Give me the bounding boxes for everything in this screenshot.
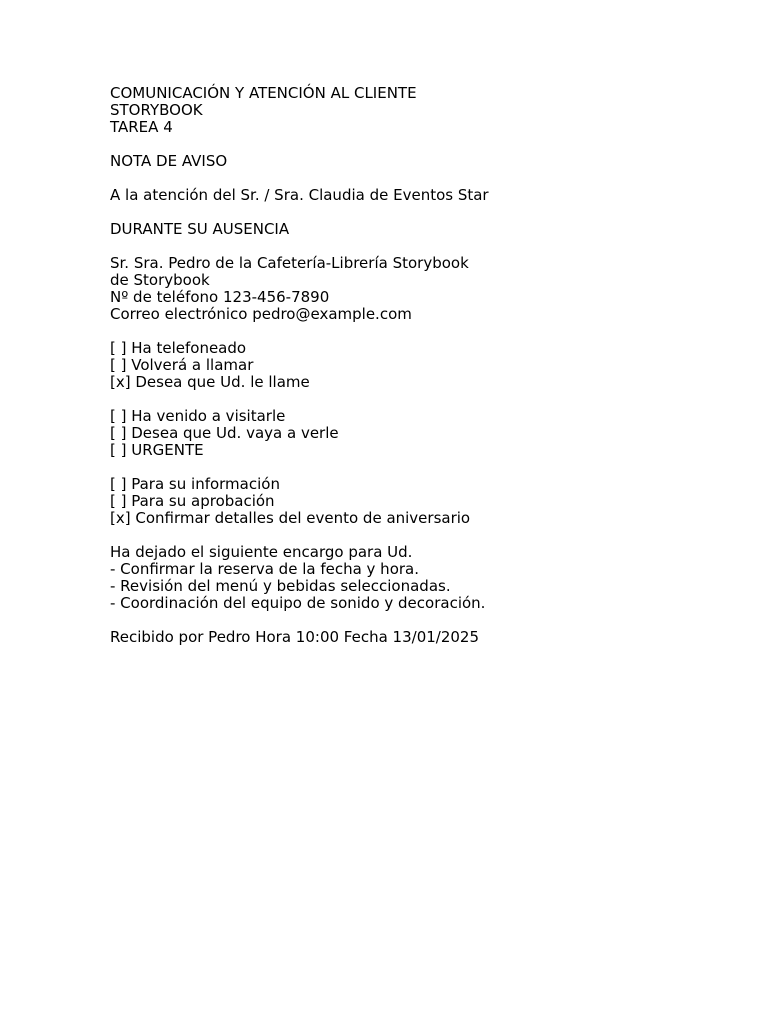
spacer	[110, 612, 730, 629]
message-intro: Ha dejado el siguiente encargo para Ud.	[110, 543, 413, 561]
spacer	[110, 238, 730, 255]
task-number: TAREA 4	[110, 118, 173, 136]
caller-email: Correo electrónico pedro@example.com	[110, 305, 412, 323]
spacer	[110, 170, 730, 187]
absence-heading: DURANTE SU AUSENCIA	[110, 220, 290, 238]
caller-company: de Storybook	[110, 271, 210, 289]
company-name: STORYBOOK	[110, 101, 203, 119]
message-item: - Coordinación del equipo de sonido y decoración.	[110, 594, 486, 612]
received-by-footer: Recibido por Pedro Hora 10:00 Fecha 13/01/2025	[110, 628, 480, 646]
checkbox-item: [ ] Ha venido a visitarle	[110, 407, 286, 425]
checkbox-item: [ ] Para su aprobación	[110, 492, 275, 510]
attention-line: A la atención del Sr. / Sra. Claudia de Eventos Star	[110, 186, 489, 204]
document-body	[110, 85, 730, 646]
checkbox-item: [ ] Para su información	[110, 475, 280, 493]
message-item: - Confirmar la reserva de la fecha y hora.	[110, 560, 419, 578]
caller-name: Sr. Sra. Pedro de la Cafetería-Librería Storybook	[110, 254, 469, 272]
checkbox-item: [ ] Ha telefoneado	[110, 339, 247, 357]
spacer	[110, 391, 730, 408]
checkbox-item: [ ] Desea que Ud. vaya a verle	[110, 424, 339, 442]
course-title: COMUNICACIÓN Y ATENCIÓN AL CLIENTE	[110, 84, 417, 102]
note-title: NOTA DE AVISO	[110, 152, 228, 170]
spacer	[110, 459, 730, 476]
spacer	[110, 136, 730, 153]
spacer	[110, 204, 730, 221]
checkbox-item: [ ] Volverá a llamar	[110, 356, 254, 374]
message-item: - Revisión del menú y bebidas seleccionadas.	[110, 577, 451, 595]
checkbox-item: [x] Desea que Ud. le llame	[110, 373, 310, 391]
spacer	[110, 323, 730, 340]
checkbox-item: [ ] URGENTE	[110, 441, 204, 459]
checkbox-item: [x] Confirmar detalles del evento de aniversario	[110, 509, 471, 527]
spacer	[110, 527, 730, 544]
caller-phone: Nº de teléfono 123-456-7890	[110, 288, 330, 306]
